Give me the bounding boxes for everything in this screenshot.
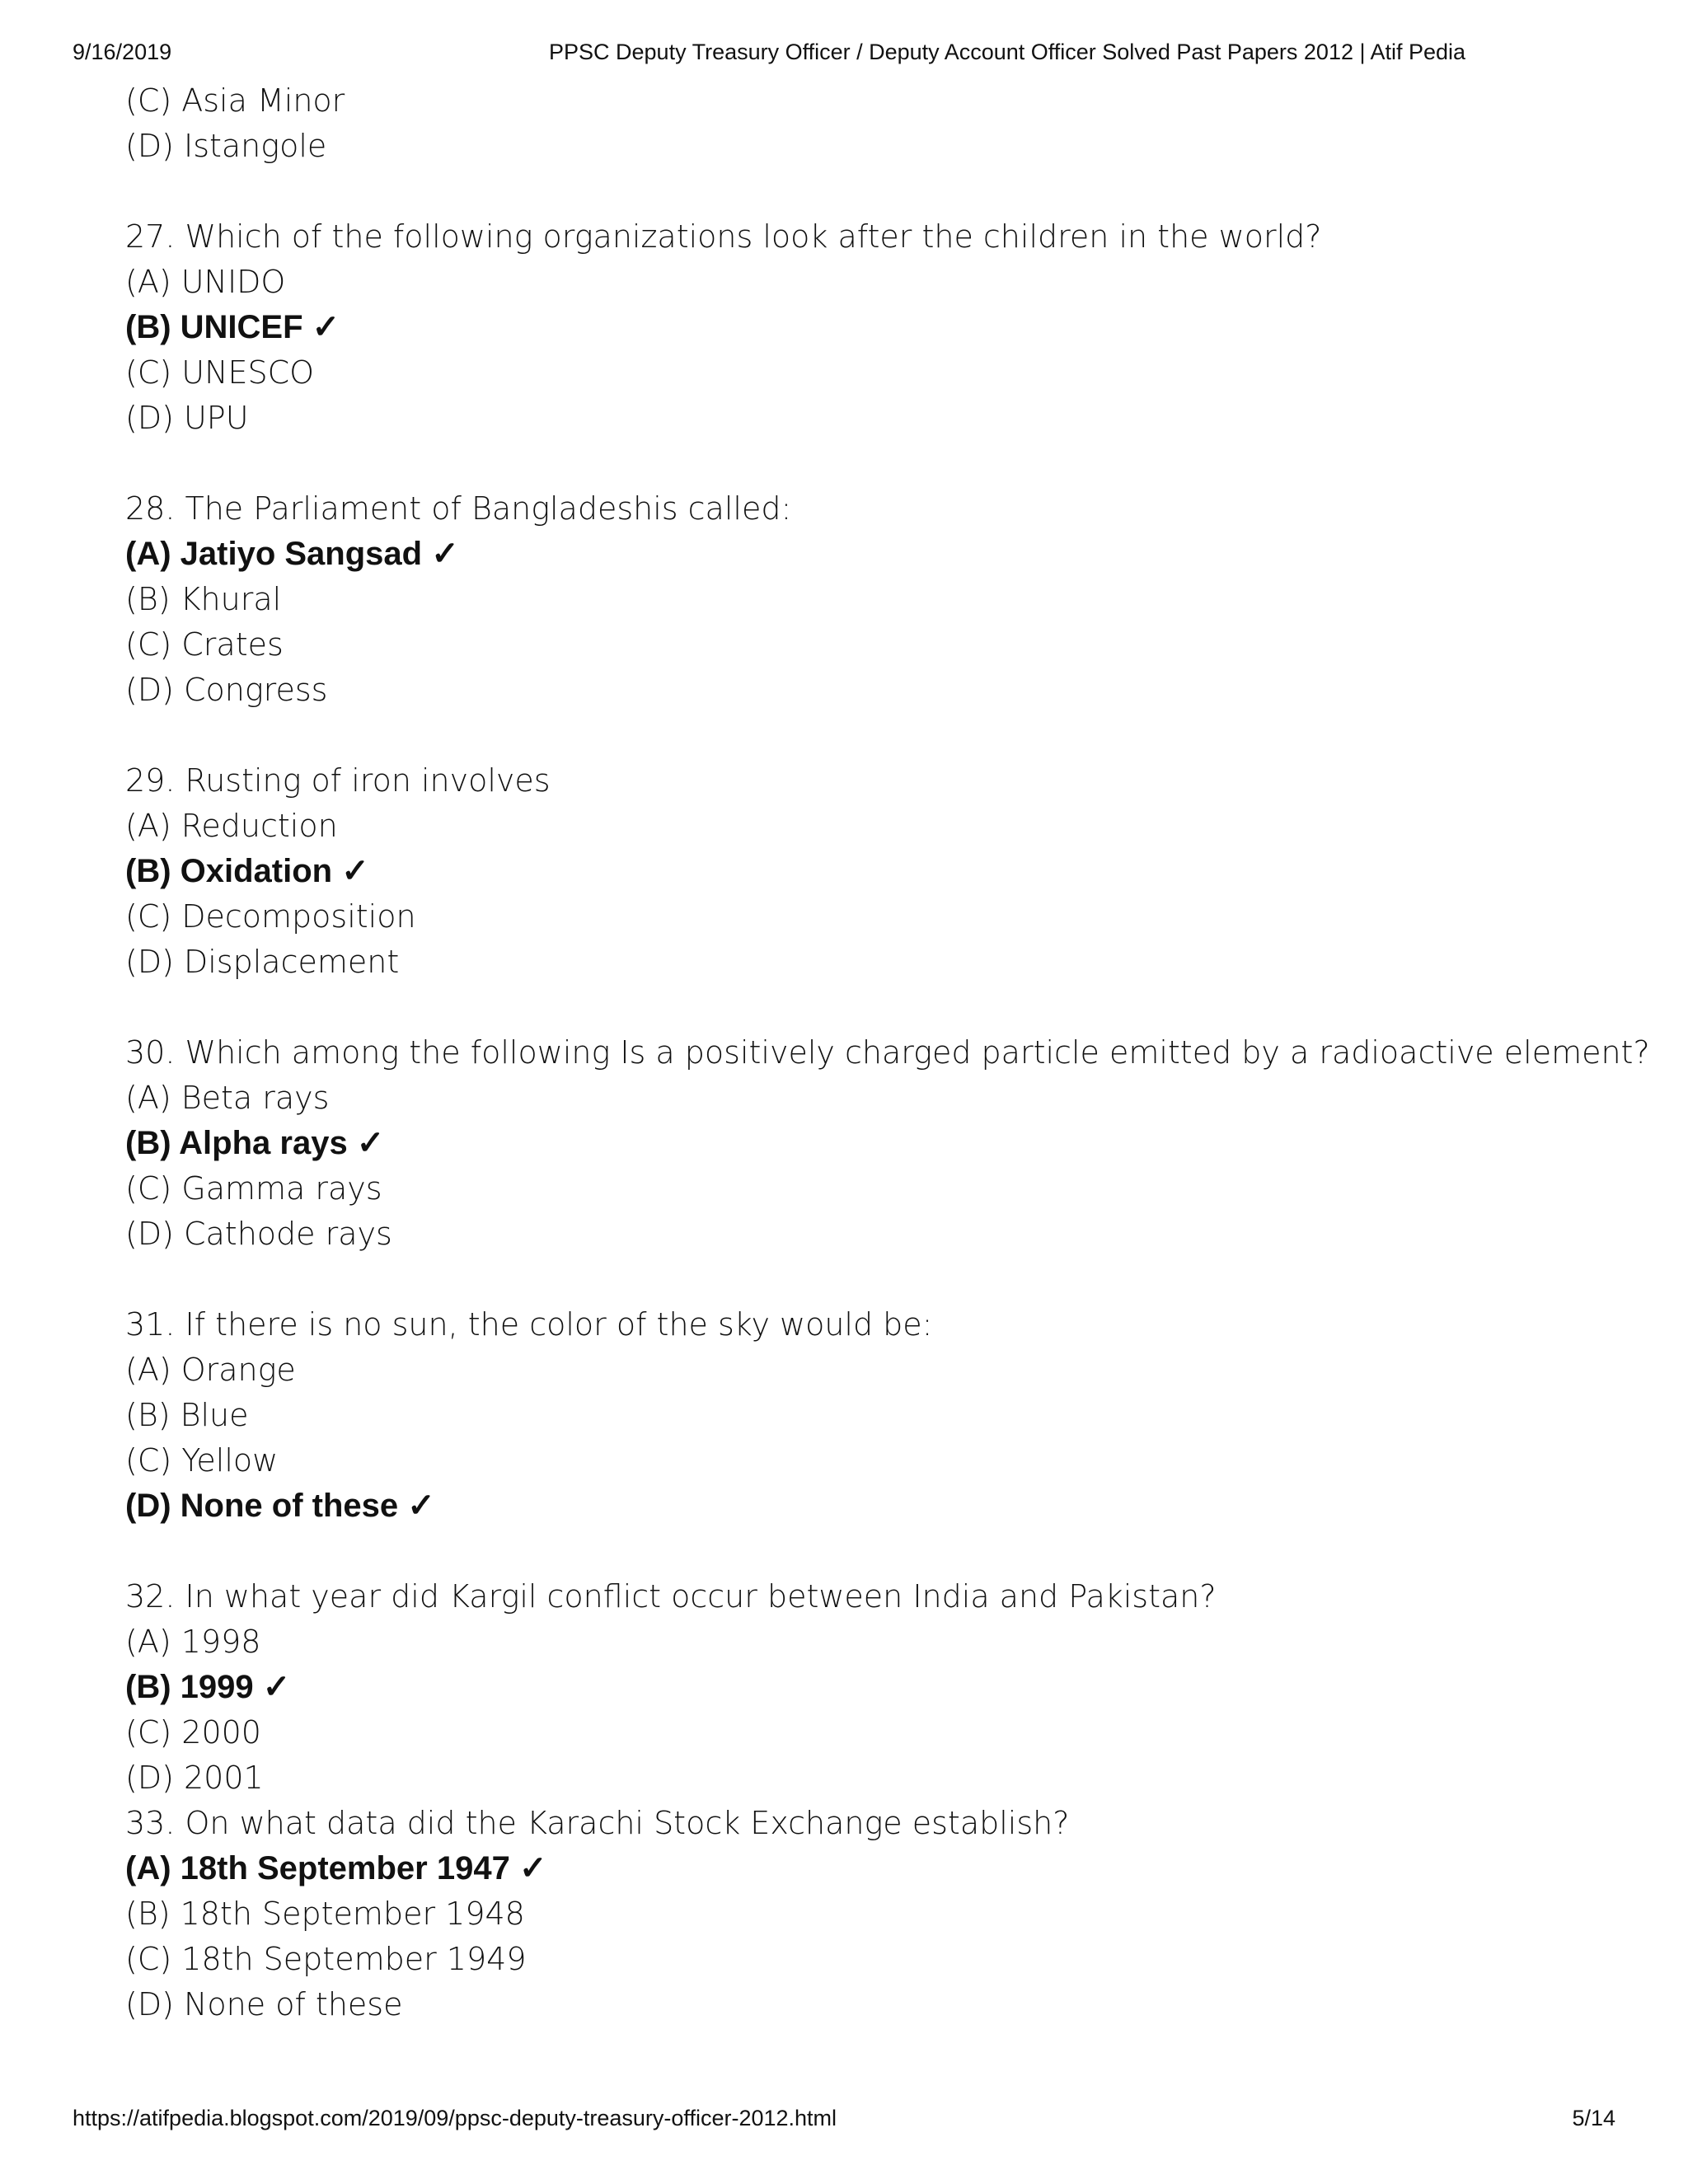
- question-block: [125, 758, 1625, 985]
- option-line: (D) Cathode rays: [125, 1216, 392, 1252]
- option-line: (C) Asia Minor: [125, 82, 345, 119]
- option-line: (D) Istangole: [125, 128, 327, 164]
- option-line: (B) Khural: [125, 581, 282, 617]
- page-number: 5/14: [1572, 2106, 1615, 2130]
- option-line: (C) UNESCO: [125, 354, 315, 391]
- question-text: 32. In what year did Kargil conflict occur between India and Pakistan?: [125, 1578, 1217, 1615]
- correct-option-line: (A) Jatiyo Sangsad ✓: [125, 536, 459, 572]
- question-text: 28. The Parliament of Bangladeshis called:: [125, 490, 792, 527]
- question-text: 31. If there is no sun, the color of the sky would be:: [125, 1306, 933, 1343]
- option-line: (A) Orange: [125, 1352, 296, 1388]
- option-line: (D) UPU: [125, 400, 249, 436]
- option-line: (D) Displacement: [125, 944, 400, 980]
- option-line: (C) Crates: [125, 626, 284, 663]
- print-date: 9/16/2019: [73, 40, 172, 64]
- option-line: (C) Yellow: [125, 1442, 279, 1479]
- mcq-content: [125, 78, 1650, 2027]
- page-url: https://atifpedia.blogspot.com/2019/09/ppsc-deputy-treasury-officer-2012.html: [73, 2106, 837, 2130]
- question-block: [125, 486, 1625, 713]
- option-line: (B) 18th September 1948: [125, 1896, 525, 1932]
- correct-option-line: (B) 1999 ✓: [125, 1669, 291, 1705]
- question-block: [125, 214, 1625, 441]
- option-line: (A) Reduction: [125, 808, 338, 844]
- question-text: 27. Which of the following organizations look after the children in the world?: [125, 218, 1322, 255]
- option-line: (D) None of these: [125, 1986, 403, 2022]
- option-line: (C) Decomposition: [125, 898, 416, 935]
- option-line: (A) UNIDO: [125, 264, 286, 300]
- correct-option-line: (B) Alpha rays ✓: [125, 1125, 385, 1161]
- page-title: PPSC Deputy Treasury Officer / Deputy Account Officer Solved Past Papers 2012 | Atif Pedia: [549, 40, 1466, 64]
- option-line: (C) 2000: [125, 1714, 261, 1750]
- page-footer: [73, 2106, 1615, 2135]
- page-header: [73, 40, 1615, 69]
- question-text: 30. Which among the following Is a positively charged particle emitted by a radioactive element?: [125, 1034, 1650, 1071]
- correct-option-line: (D) None of these ✓: [125, 1488, 435, 1524]
- option-line: (C) Gamma rays: [125, 1170, 382, 1207]
- correct-option-line: (B) Oxidation ✓: [125, 853, 369, 889]
- correct-option-line: (A) 18th September 1947 ✓: [125, 1850, 547, 1886]
- option-line: (B) Blue: [125, 1397, 249, 1433]
- question-text: 33. On what data did the Karachi Stock Exchange establish?: [125, 1805, 1070, 1841]
- question-block: [125, 1030, 1650, 1257]
- option-line: (C) 18th September 1949: [125, 1941, 527, 1977]
- question-block: [125, 1574, 1625, 1801]
- question-block: [125, 1801, 1625, 2027]
- correct-option-line: (B) UNICEF ✓: [125, 309, 340, 345]
- option-line: (D) Congress: [125, 672, 328, 708]
- option-line: (D) 2001: [125, 1760, 264, 1796]
- option-line: (A) 1998: [125, 1624, 261, 1660]
- question-text: 29. Rusting of iron involves: [125, 762, 551, 799]
- option-line: (A) Beta rays: [125, 1080, 330, 1116]
- question-block: [125, 1302, 1625, 1529]
